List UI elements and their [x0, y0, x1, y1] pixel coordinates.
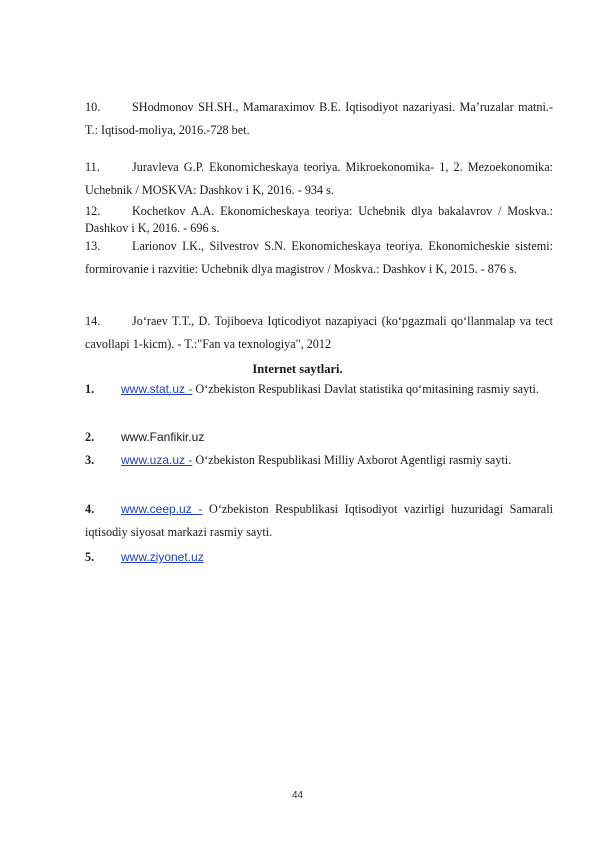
- site-item: [85, 546, 553, 569]
- site-number: 3.: [85, 453, 95, 467]
- site-link[interactable]: www.ceep.uz -: [121, 502, 203, 516]
- reference-number: 10.: [85, 100, 101, 114]
- site-number: 1.: [85, 382, 95, 396]
- site-item: [85, 449, 553, 472]
- site-number: 5.: [85, 550, 95, 564]
- site-number: 4.: [85, 502, 95, 516]
- site-item: [85, 378, 553, 401]
- site-description: O‘zbekiston Respublikasi Iqtisodiyot vazirligi huzuridagi Samarali iqtisodiy siyosat markazi rasmiy sayti.: [85, 502, 553, 539]
- reference-item: [85, 310, 553, 356]
- site-description: O‘zbekiston Respublikasi Davlat statistika qo‘mitasining rasmiy sayti.: [192, 382, 539, 396]
- reference-text: Jo‘raev T.T., D. Tojiboeva Iqticodiyot nazapiyaci (ko‘pgazmali qo‘llanmalap va tect cavollapi 1-kicm). - T.:"Fan va texnologiya", 2012: [85, 314, 553, 351]
- reference-text: Kochetkov A.A. Ekonomicheskaya teoriya: Uchebnik dlya bakalavrov / Moskva.: Dashkov i K, 2016. - 696 s.: [85, 204, 553, 235]
- reference-text: Juravleva G.P. Ekonomicheskaya teoriya. Mikroekonomika- 1, 2. Mezoekonomika: Uchebnik / MOSKVA: Dashkov i K, 2016. - 934 s.: [85, 160, 553, 197]
- site-item: [85, 498, 553, 544]
- reference-item: [85, 96, 553, 142]
- reference-number: 14.: [85, 314, 101, 328]
- site-link[interactable]: www.uza.uz -: [121, 453, 193, 467]
- reference-item: [85, 156, 553, 202]
- site-link[interactable]: www.ziyonet.uz: [121, 550, 204, 564]
- internet-sites-heading: Internet saytlari.: [252, 362, 343, 376]
- site-number: 2.: [85, 430, 95, 444]
- site-link[interactable]: www.stat.uz -: [121, 382, 193, 396]
- reference-number: 13.: [85, 239, 101, 253]
- page-number: 44: [291, 790, 304, 801]
- site-description: O‘zbekiston Respublikasi Milliy Axborot Agentligi rasmiy sayti.: [192, 453, 512, 467]
- reference-item: [85, 235, 553, 281]
- site-item: [85, 426, 553, 449]
- reference-item: [85, 203, 553, 237]
- reference-number: 12.: [85, 204, 101, 218]
- reference-number: 11.: [85, 160, 100, 174]
- reference-text: Larionov I.K., Silvestrov S.N. Ekonomicheskaya teoriya. Ekonomicheskie sistemi: formirovanie i razvitie: Uchebnik dlya magistrov / Moskva.: Dashkov i K, 2015. - 876 s.: [85, 239, 553, 276]
- reference-text: SHodmonov SH.SH., Mamaraximov B.E. Iqtisodiyot nazariyasi. Ma’ruzalar matni.-T.: Iqtisod-moliya, 2016.-728 bet.: [85, 100, 553, 137]
- site-link: www.Fanfikir.uz: [121, 430, 205, 444]
